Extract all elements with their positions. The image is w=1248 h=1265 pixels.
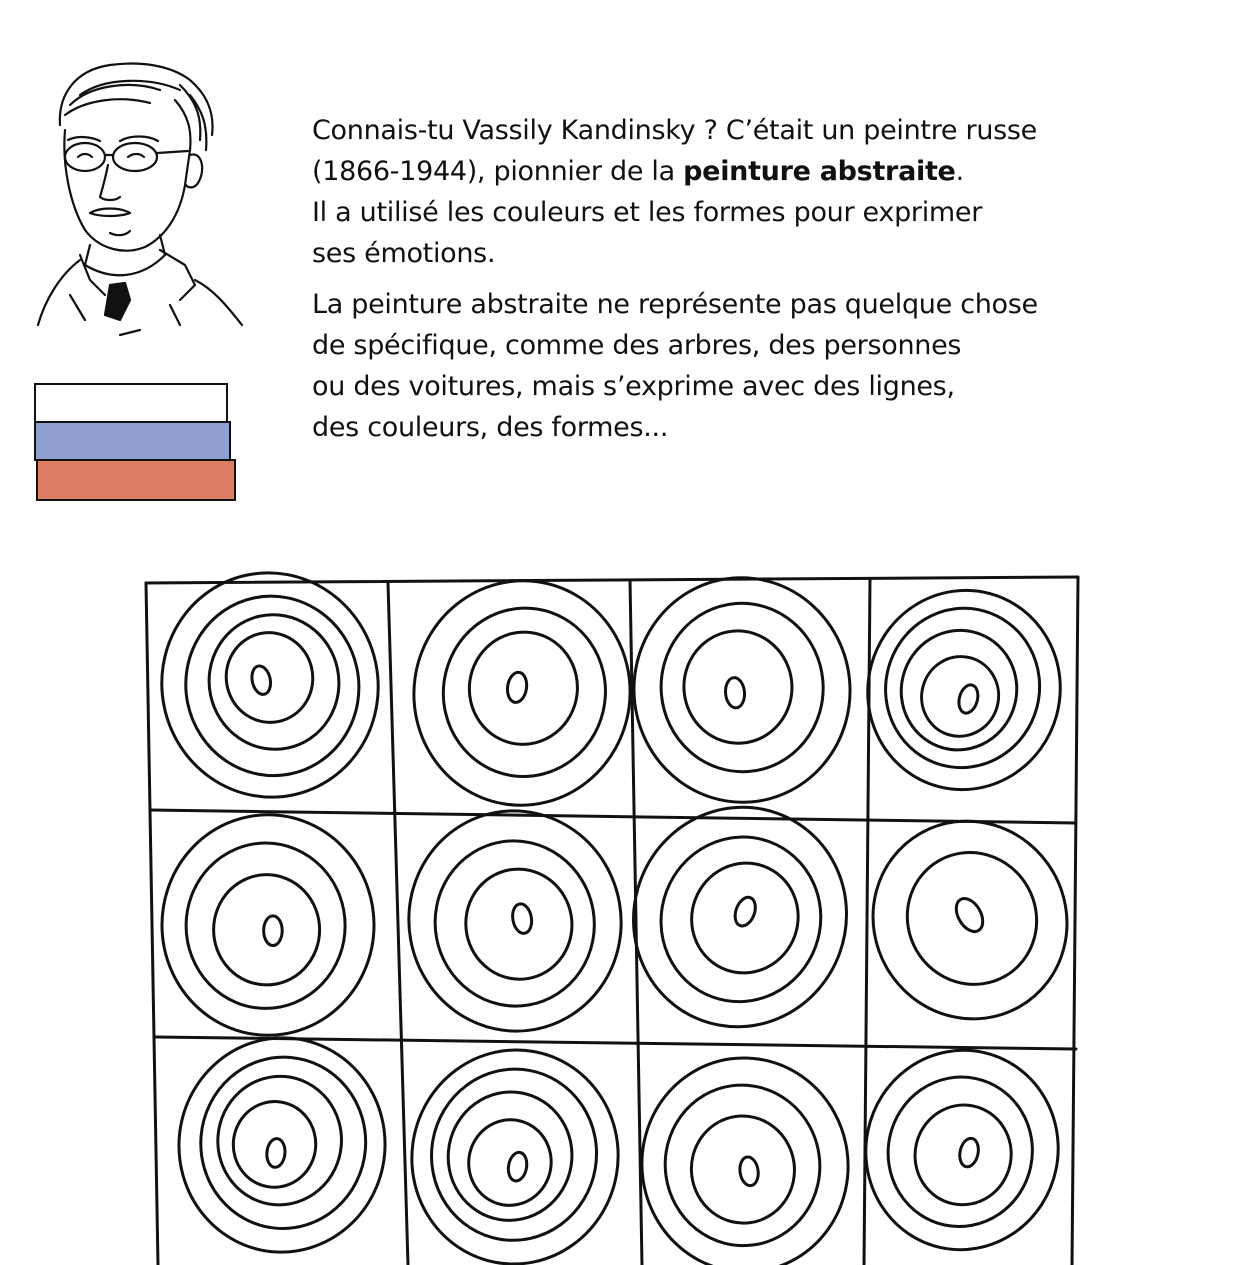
concentric-ring (888, 617, 1030, 763)
intro-line: ses émotions. (312, 238, 496, 269)
russian-flag (30, 378, 250, 508)
grid-outer-left (146, 583, 158, 1265)
concentric-ring (738, 1156, 760, 1187)
intro-line: Il a utilisé les couleurs et les formes pour exprimer (312, 197, 983, 228)
intro-line: Connais-tu Vassily Kandinsky ? C’était un peintre russe (312, 115, 1037, 146)
concentric-ring (214, 875, 320, 985)
kandinsky-portrait-sketch (30, 55, 255, 345)
concentric-ring (438, 1082, 582, 1230)
concentric-ring (724, 677, 745, 709)
concentric-ring (506, 1151, 529, 1182)
intro-line: . (955, 156, 964, 187)
intro-line: La peinture abstraite ne représente pas quelque chose (312, 289, 1038, 320)
concentric-ring (506, 671, 529, 704)
concentric-ring (906, 1096, 1021, 1214)
concentric-ring (957, 1137, 981, 1169)
intro-paragraph-1 (312, 110, 1132, 274)
concentric-ring (638, 814, 844, 1024)
concentric-circles-coloring-grid (130, 565, 1100, 1265)
intro-line: de spécifique, comme des arbres, des personnes (312, 330, 962, 361)
concentric-ring (510, 902, 533, 934)
grid-col-divider (630, 580, 642, 1265)
concentric-ring (162, 815, 374, 1035)
grid-outer-top (146, 577, 1078, 583)
intro-line: (1866-1944), pionnier de la (312, 156, 684, 187)
flag-red-stripe (37, 460, 235, 500)
grid-col-divider (388, 583, 408, 1265)
concentric-ring (391, 794, 638, 1048)
grid-outer-right (1072, 577, 1078, 1265)
concentric-ring (230, 1098, 320, 1191)
concentric-ring (956, 683, 981, 715)
concentric-ring (197, 603, 352, 762)
concentric-ring (249, 664, 273, 696)
intro-bold-term: peinture abstraite (683, 156, 956, 187)
flag-blue-stripe (35, 422, 230, 460)
concentric-ring (676, 848, 813, 988)
concentric-ring (264, 916, 283, 946)
concentric-ring (655, 1075, 830, 1256)
concentric-ring (731, 895, 759, 929)
concentric-ring (266, 1138, 286, 1168)
concentric-ring (399, 567, 644, 820)
concentric-ring (169, 580, 375, 792)
concentric-ring (628, 1045, 862, 1265)
concentric-ring (679, 626, 796, 747)
concentric-ring (837, 786, 1100, 1055)
concentric-ring (883, 829, 1060, 1008)
concentric-ring (457, 861, 581, 988)
intro-line: des couleurs, des formes... (312, 412, 669, 443)
concentric-ring (462, 625, 585, 751)
concentric-ring (951, 894, 988, 936)
concentric-ring (170, 1029, 394, 1260)
concentric-ring (684, 1109, 801, 1229)
intro-text (312, 110, 1132, 448)
flag-white-stripe (35, 384, 227, 422)
intro-paragraph-2 (312, 284, 1132, 448)
intro-line: ou des voitures, mais s’exprime avec des lignes, (312, 371, 955, 402)
